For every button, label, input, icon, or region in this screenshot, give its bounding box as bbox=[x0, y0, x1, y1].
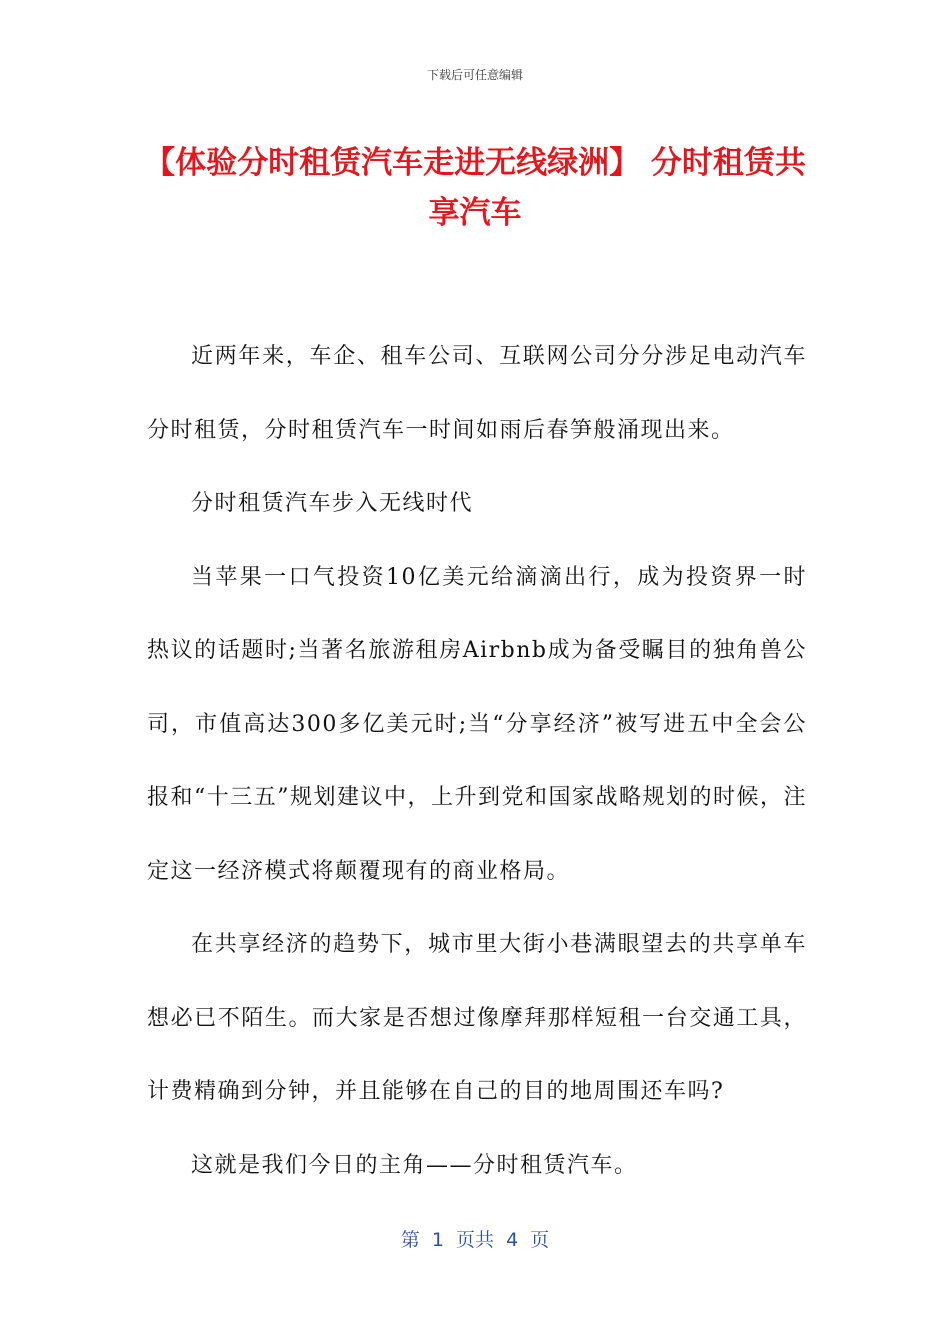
section-heading: 分时租赁汽车步入无线时代 bbox=[191, 491, 474, 516]
page-number-footer: 第 1 页共 4 页 bbox=[400, 1229, 550, 1251]
header-note: 下载后可任意编辑 bbox=[426, 68, 523, 82]
paragraph: 这就是我们今日的主角——分时租赁汽车。 bbox=[191, 1152, 638, 1178]
document-body bbox=[147, 320, 807, 1202]
paragraph: 当苹果一口气投资10亿美元给滴滴出行，成为投资界一时热议的话题时;当著名旅游租房Airbnb成为备受瞩目的独角兽公司，市值高达300多亿美元时;当“分享经济”被写进五中全会公报和“十三五”规划建议中，上升到党和国家战略规划的时候，注定这一经济模式将颠覆现有的商业格局。 bbox=[147, 564, 807, 884]
paragraph: 在共享经济的趋势下，城市里大街小巷满眼望去的共享单车想必已不陌生。而大家是否想过像摩拜那样短租一台交通工具，计费精确到分钟，并且能够在自己的目的地周围还车吗? bbox=[147, 932, 807, 1104]
document-title: 【体验分时租赁汽车走进无线绿洲】 分时租赁共享汽车 bbox=[144, 145, 806, 231]
paragraph: 近两年来，车企、租车公司、互联网公司分分涉足电动汽车分时租赁，分时租赁汽车一时间如雨后春笋般涌现出来。 bbox=[147, 344, 807, 443]
